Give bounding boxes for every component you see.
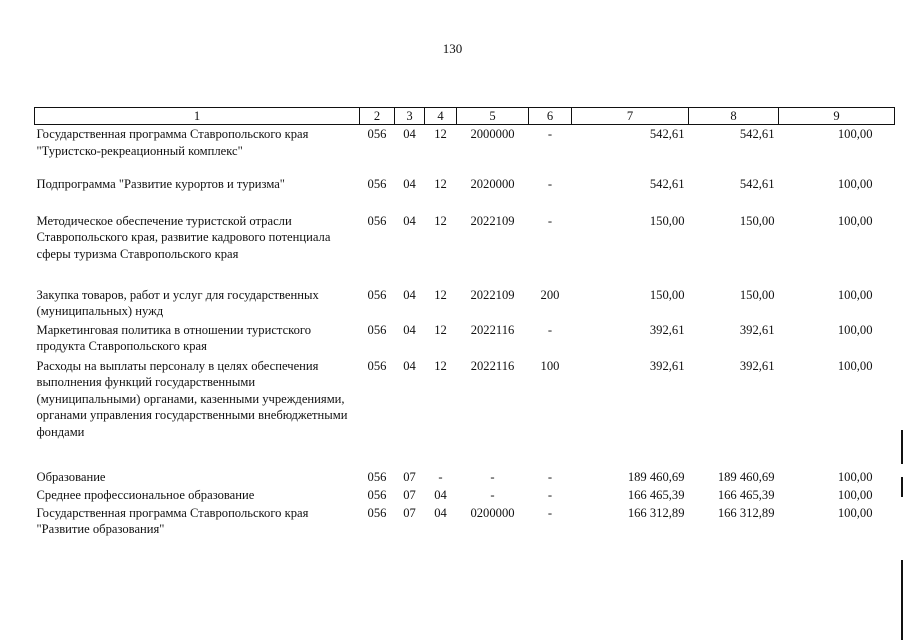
cell-col2: 056 xyxy=(367,487,387,502)
cell-col5: 0200000 xyxy=(470,505,515,520)
cell-col6: - xyxy=(547,505,553,520)
cell-col9: 100,00 xyxy=(837,127,873,141)
page-number: 130 xyxy=(442,41,463,56)
cell-col2: 056 xyxy=(367,469,387,484)
row-name: Маркетинговая политика в отношении туристского продукта Ставропольского края xyxy=(36,322,312,354)
column-number-header-row xyxy=(35,108,895,125)
cell-col5: 2000000 xyxy=(470,127,515,141)
cell-col9: 100,00 xyxy=(837,505,873,520)
table-row xyxy=(35,321,895,357)
cell-col2: 056 xyxy=(367,322,387,337)
cell-col4: 12 xyxy=(434,176,447,191)
cell-col8: 150,00 xyxy=(739,213,775,228)
cell-col5: 2022109 xyxy=(470,213,515,228)
cell-col5: 2022109 xyxy=(470,287,515,302)
cell-col7: 150,00 xyxy=(649,213,685,228)
row-name: Закупка товаров, работ и услуг для государственных (муниципальных) нужд xyxy=(36,287,319,319)
cell-col3: 04 xyxy=(403,127,416,141)
cell-col8: 166 465,39 xyxy=(717,487,775,502)
cell-col2: 056 xyxy=(367,176,387,191)
cell-col8: 392,61 xyxy=(739,358,775,373)
cell-col7: 392,61 xyxy=(649,322,685,337)
cell-col6: - xyxy=(547,469,553,484)
cell-col4: 12 xyxy=(434,213,447,228)
table-row xyxy=(35,504,895,540)
cell-col7: 166 465,39 xyxy=(627,487,685,502)
row-name: Подпрограмма "Развитие курортов и туризма" xyxy=(36,176,285,191)
scan-edge-mark xyxy=(901,477,903,497)
table-row xyxy=(35,486,895,504)
table-row xyxy=(35,468,895,486)
column-header: 8 xyxy=(689,108,779,125)
cell-col9: 100,00 xyxy=(837,287,873,302)
row-name: Среднее профессиональное образование xyxy=(36,487,255,502)
cell-col3: 04 xyxy=(403,176,416,191)
cell-col8: 150,00 xyxy=(739,287,775,302)
row-name: Расходы на выплаты персоналу в целях обеспечения выполнения функций государственными (муниципальными) органами, казенными учреждениями, органами управления государственными внебюджетными фондами xyxy=(36,358,348,439)
cell-col9: 100,00 xyxy=(837,322,873,337)
cell-col5: - xyxy=(490,487,495,502)
table-row xyxy=(35,175,895,212)
cell-col4: 12 xyxy=(434,127,447,141)
cell-col7: 542,61 xyxy=(649,127,685,141)
cell-col2: 056 xyxy=(367,358,387,373)
cell-col5: 2022116 xyxy=(470,358,515,373)
cell-col9: 100,00 xyxy=(837,469,873,484)
cell-col6: - xyxy=(547,213,553,228)
cell-col8: 166 312,89 xyxy=(717,505,775,520)
table-row xyxy=(35,212,895,286)
cell-col7: 189 460,69 xyxy=(627,469,685,484)
cell-col6: 200 xyxy=(540,287,560,302)
cell-col6: - xyxy=(547,322,553,337)
cell-col2: 056 xyxy=(367,213,387,228)
cell-col8: 189 460,69 xyxy=(717,469,775,484)
cell-col5: 2020000 xyxy=(470,176,515,191)
scan-edge-mark xyxy=(901,560,903,640)
column-header: 7 xyxy=(572,108,689,125)
cell-col3: 04 xyxy=(403,322,416,337)
cell-col7: 542,61 xyxy=(649,176,685,191)
cell-col3: 07 xyxy=(403,469,416,484)
cell-col6: 100 xyxy=(540,358,560,373)
cell-col8: 542,61 xyxy=(739,127,775,141)
cell-col3: 04 xyxy=(403,358,416,373)
cell-col9: 100,00 xyxy=(837,358,873,373)
cell-col2: 056 xyxy=(367,287,387,302)
cell-col5: - xyxy=(490,469,495,484)
column-header: 4 xyxy=(425,108,457,125)
column-header: 5 xyxy=(457,108,529,125)
cell-col6: - xyxy=(547,176,553,191)
budget-table xyxy=(34,107,895,540)
scan-edge-mark xyxy=(901,430,903,464)
column-header: 3 xyxy=(395,108,425,125)
cell-col4: - xyxy=(438,469,443,484)
cell-col2: 056 xyxy=(367,505,387,520)
cell-col3: 04 xyxy=(403,213,416,228)
cell-col4: 04 xyxy=(434,487,447,502)
cell-col4: 12 xyxy=(434,358,447,373)
cell-col3: 07 xyxy=(403,487,416,502)
row-name: Методическое обеспечение туристской отрасли Ставропольского края, развитие кадрового потенциала сферы туризма Ставропольского края xyxy=(36,213,331,261)
cell-col4: 04 xyxy=(434,505,447,520)
cell-col4: 12 xyxy=(434,287,447,302)
cell-col9: 100,00 xyxy=(837,176,873,191)
cell-col9: 100,00 xyxy=(837,213,873,228)
column-header: 6 xyxy=(529,108,572,125)
cell-col7: 392,61 xyxy=(649,358,685,373)
column-header: 2 xyxy=(360,108,395,125)
cell-col4: 12 xyxy=(434,322,447,337)
table-row xyxy=(35,357,895,468)
cell-col7: 166 312,89 xyxy=(627,505,685,520)
row-name: Государственная программа Ставропольского края "Туристско-рекреационный комплекс" xyxy=(36,127,309,158)
row-name: Образование xyxy=(36,469,106,484)
cell-col5: 2022116 xyxy=(470,322,515,337)
table-row xyxy=(35,286,895,321)
cell-col6: - xyxy=(547,127,553,141)
row-name: Государственная программа Ставропольского края "Развитие образования" xyxy=(36,505,309,537)
cell-col7: 150,00 xyxy=(649,287,685,302)
cell-col3: 04 xyxy=(403,287,416,302)
cell-col2: 056 xyxy=(367,127,387,141)
cell-col6: - xyxy=(547,487,553,502)
table-row xyxy=(35,125,895,175)
cell-col3: 07 xyxy=(403,505,416,520)
cell-col9: 100,00 xyxy=(837,487,873,502)
cell-col8: 542,61 xyxy=(739,176,775,191)
cell-col8: 392,61 xyxy=(739,322,775,337)
column-header: 1 xyxy=(35,108,360,125)
column-header: 9 xyxy=(779,108,895,125)
